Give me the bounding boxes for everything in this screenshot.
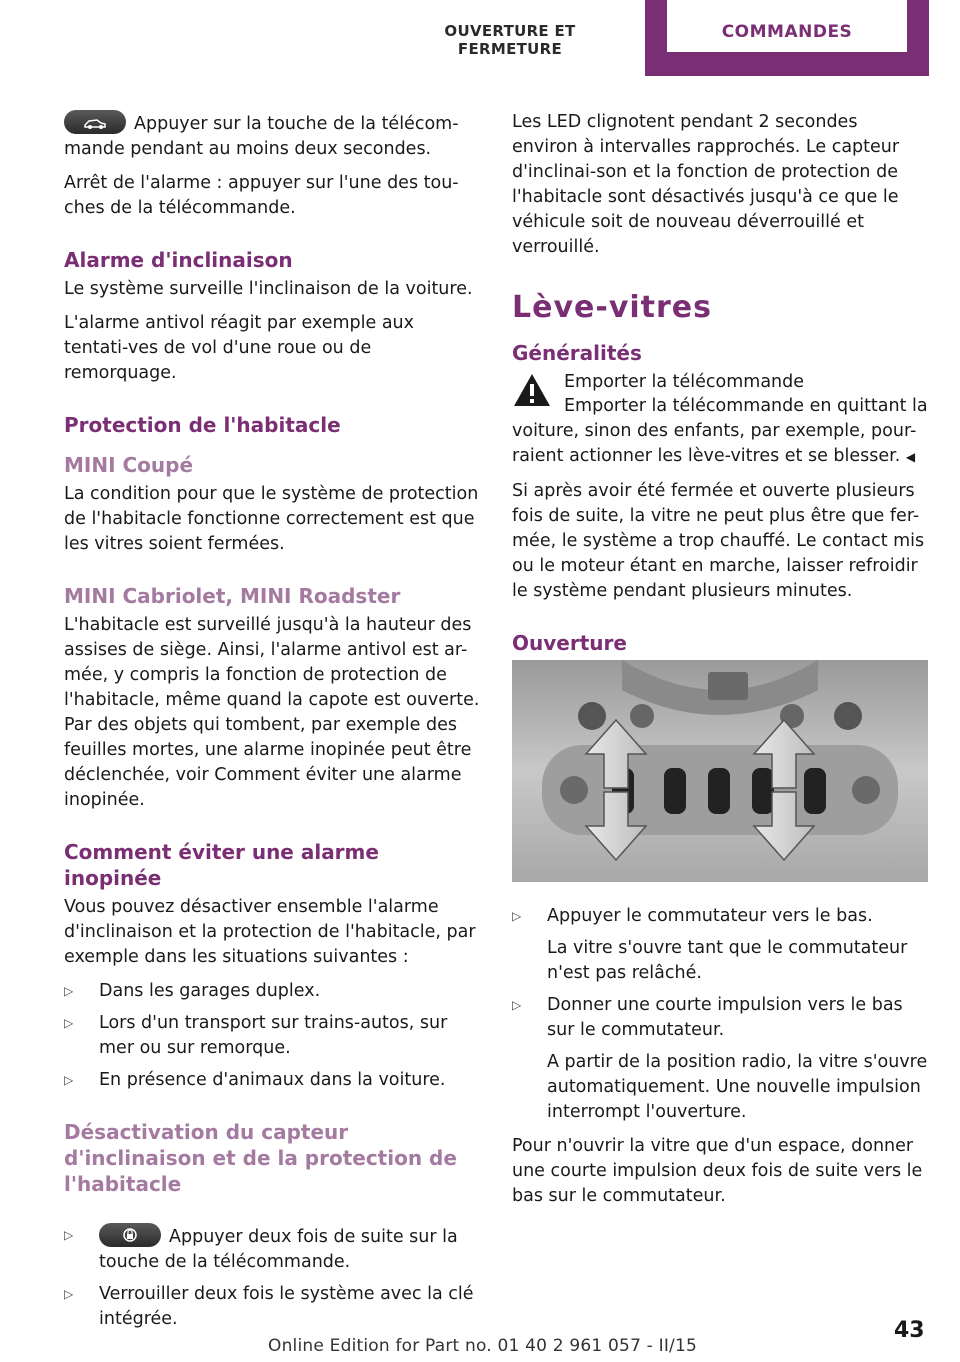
heading-leve-vitres: Lève-vitres (512, 290, 712, 325)
list-item: ▷ Appuyer le commutateur vers le bas. La vitre s'ouvre tant que le commutateur n'est pas relâché. (512, 906, 908, 983)
heading-mini-coupe: MINI Coupé (64, 453, 194, 477)
paragraph: Le système surveille l'inclinaison de la voiture. (64, 279, 473, 299)
chapter-tab (645, 0, 929, 76)
paragraph: Appuyer sur la touche de la télécom-mande pendant au moins deux secondes. (64, 110, 482, 162)
page-number: 43 (894, 1318, 925, 1343)
paragraph: L'habitacle est surveillé jusqu'à la hauteur des assises de siège. Ainsi, l'alarme antivol est ar-mée, y compris la fonction de protection de l'habitacle, même quand la capote est ouverte. Par des objets qui tombent, par exemple des feuilles mortes, une alarme inopinée peut être déclenchée, voir Comment éviter une alarme inopinée. (64, 615, 480, 810)
bullet-icon: ▷ (512, 998, 522, 1012)
list-item: ▷ Lors d'un transport sur trains-autos, sur mer ou sur remorque. (64, 1013, 448, 1058)
car-alarm-key-icon (64, 110, 126, 134)
window-switch-photo (512, 660, 928, 882)
window-switch-illustration (512, 660, 928, 882)
heading-generalites: Généralités (512, 341, 642, 365)
paragraph: Pour n'ouvrir la vitre que d'un espace, donner une courte impulsion deux fois de suite vers le bas sur le commutateur. (512, 1136, 923, 1206)
situation-list (64, 979, 482, 1093)
heading-ouverture: Ouverture (512, 631, 627, 655)
paragraph: L'alarme antivol réagit par exemple aux tentati-ves de vol d'une roue ou de remorquage. (64, 313, 415, 383)
heading-eviter-alarme: Comment éviter une alarme inopinée (64, 840, 379, 890)
paragraph: Arrêt de l'alarme : appuyer sur l'une des tou-ches de la télécommande. (64, 173, 459, 218)
end-mark-icon: ◀ (905, 450, 916, 464)
heading-alarme-inclinaison: Alarme d'inclinaison (64, 248, 293, 272)
paragraph: Les LED clignotent pendant 2 secondes environ à intervalles rapprochés. Le capteur d'inclinai-son et la fonction de protection de l'habitacle sont désactivés jusqu'à ce que le véhicule soit de nouveau déverrouillé et verrouillé. (512, 112, 900, 257)
list-item: ▷ Appuyer deux fois de suite sur la touche de la télécommande. (64, 1223, 482, 1275)
list-item: ▷ En présence d'animaux dans la voiture. (64, 1068, 482, 1093)
list-item: ▷ Verrouiller deux fois le système avec la clé intégrée. (64, 1284, 474, 1329)
left-column (64, 110, 482, 1341)
bullet-icon: ▷ (64, 984, 74, 998)
bullet-icon: ▷ (64, 1228, 74, 1242)
bullet-icon: ▷ (64, 1073, 74, 1087)
heading-desactivation: Désactivation du capteur d'inclinaison et de la protection de l'habitacle (64, 1120, 457, 1196)
paragraph: La condition pour que le système de protection de l'habitacle fonctionne correctement est que les vitres soient fermées. (64, 484, 479, 554)
list-item: ▷ Donner une courte impulsion vers le bas sur le commutateur. A partir de la position radio, la vitre s'ouvre automatiquement. Une nouvelle impulsion interrompt l'ouverture. (512, 995, 928, 1122)
chapter-title: COMMANDES (721, 22, 853, 42)
warning-title: Emporter la télécommande (564, 372, 805, 392)
warning-text: Emporter la télécommande en quittant la voiture, sinon des enfants, par exemple, pour-raient actionner les lève-vitres et se blesser. ◀ (512, 396, 928, 466)
ouverture-list (512, 904, 928, 1125)
heading-mini-cabriolet: MINI Cabriolet, MINI Roadster (64, 584, 401, 608)
right-column (512, 110, 928, 1218)
bullet-icon: ▷ (64, 1287, 74, 1301)
section-title: OUVERTURE ET FERMETURE (444, 22, 576, 58)
heading-protection-habitacle: Protection de l'habitacle (64, 413, 341, 437)
warning-block (512, 370, 928, 422)
paragraph: Vous pouvez désactiver ensemble l'alarme d'inclinaison et la protection de l'habitacle, par exemple dans les situations suivantes : (64, 897, 476, 967)
paragraph: Si après avoir été fermée et ouverte plusieurs fois de suite, la vitre ne peut plus être que fer-mée, le système a trop chauffé. Le contact mis ou le moteur étant en marche, laisser refroidir le système pendant plusieurs minutes. (512, 481, 925, 601)
deactivation-list (64, 1223, 482, 1332)
list-item: ▷ Dans les garages duplex. (64, 979, 482, 1004)
bullet-icon: ▷ (64, 1016, 74, 1030)
lock-key-icon (99, 1223, 161, 1247)
edition-text: Online Edition for Part no. 01 40 2 961 057 - II/15 (268, 1336, 698, 1356)
footer (0, 1336, 960, 1360)
warning-triangle-icon (512, 372, 552, 408)
bullet-icon: ▷ (512, 909, 522, 923)
